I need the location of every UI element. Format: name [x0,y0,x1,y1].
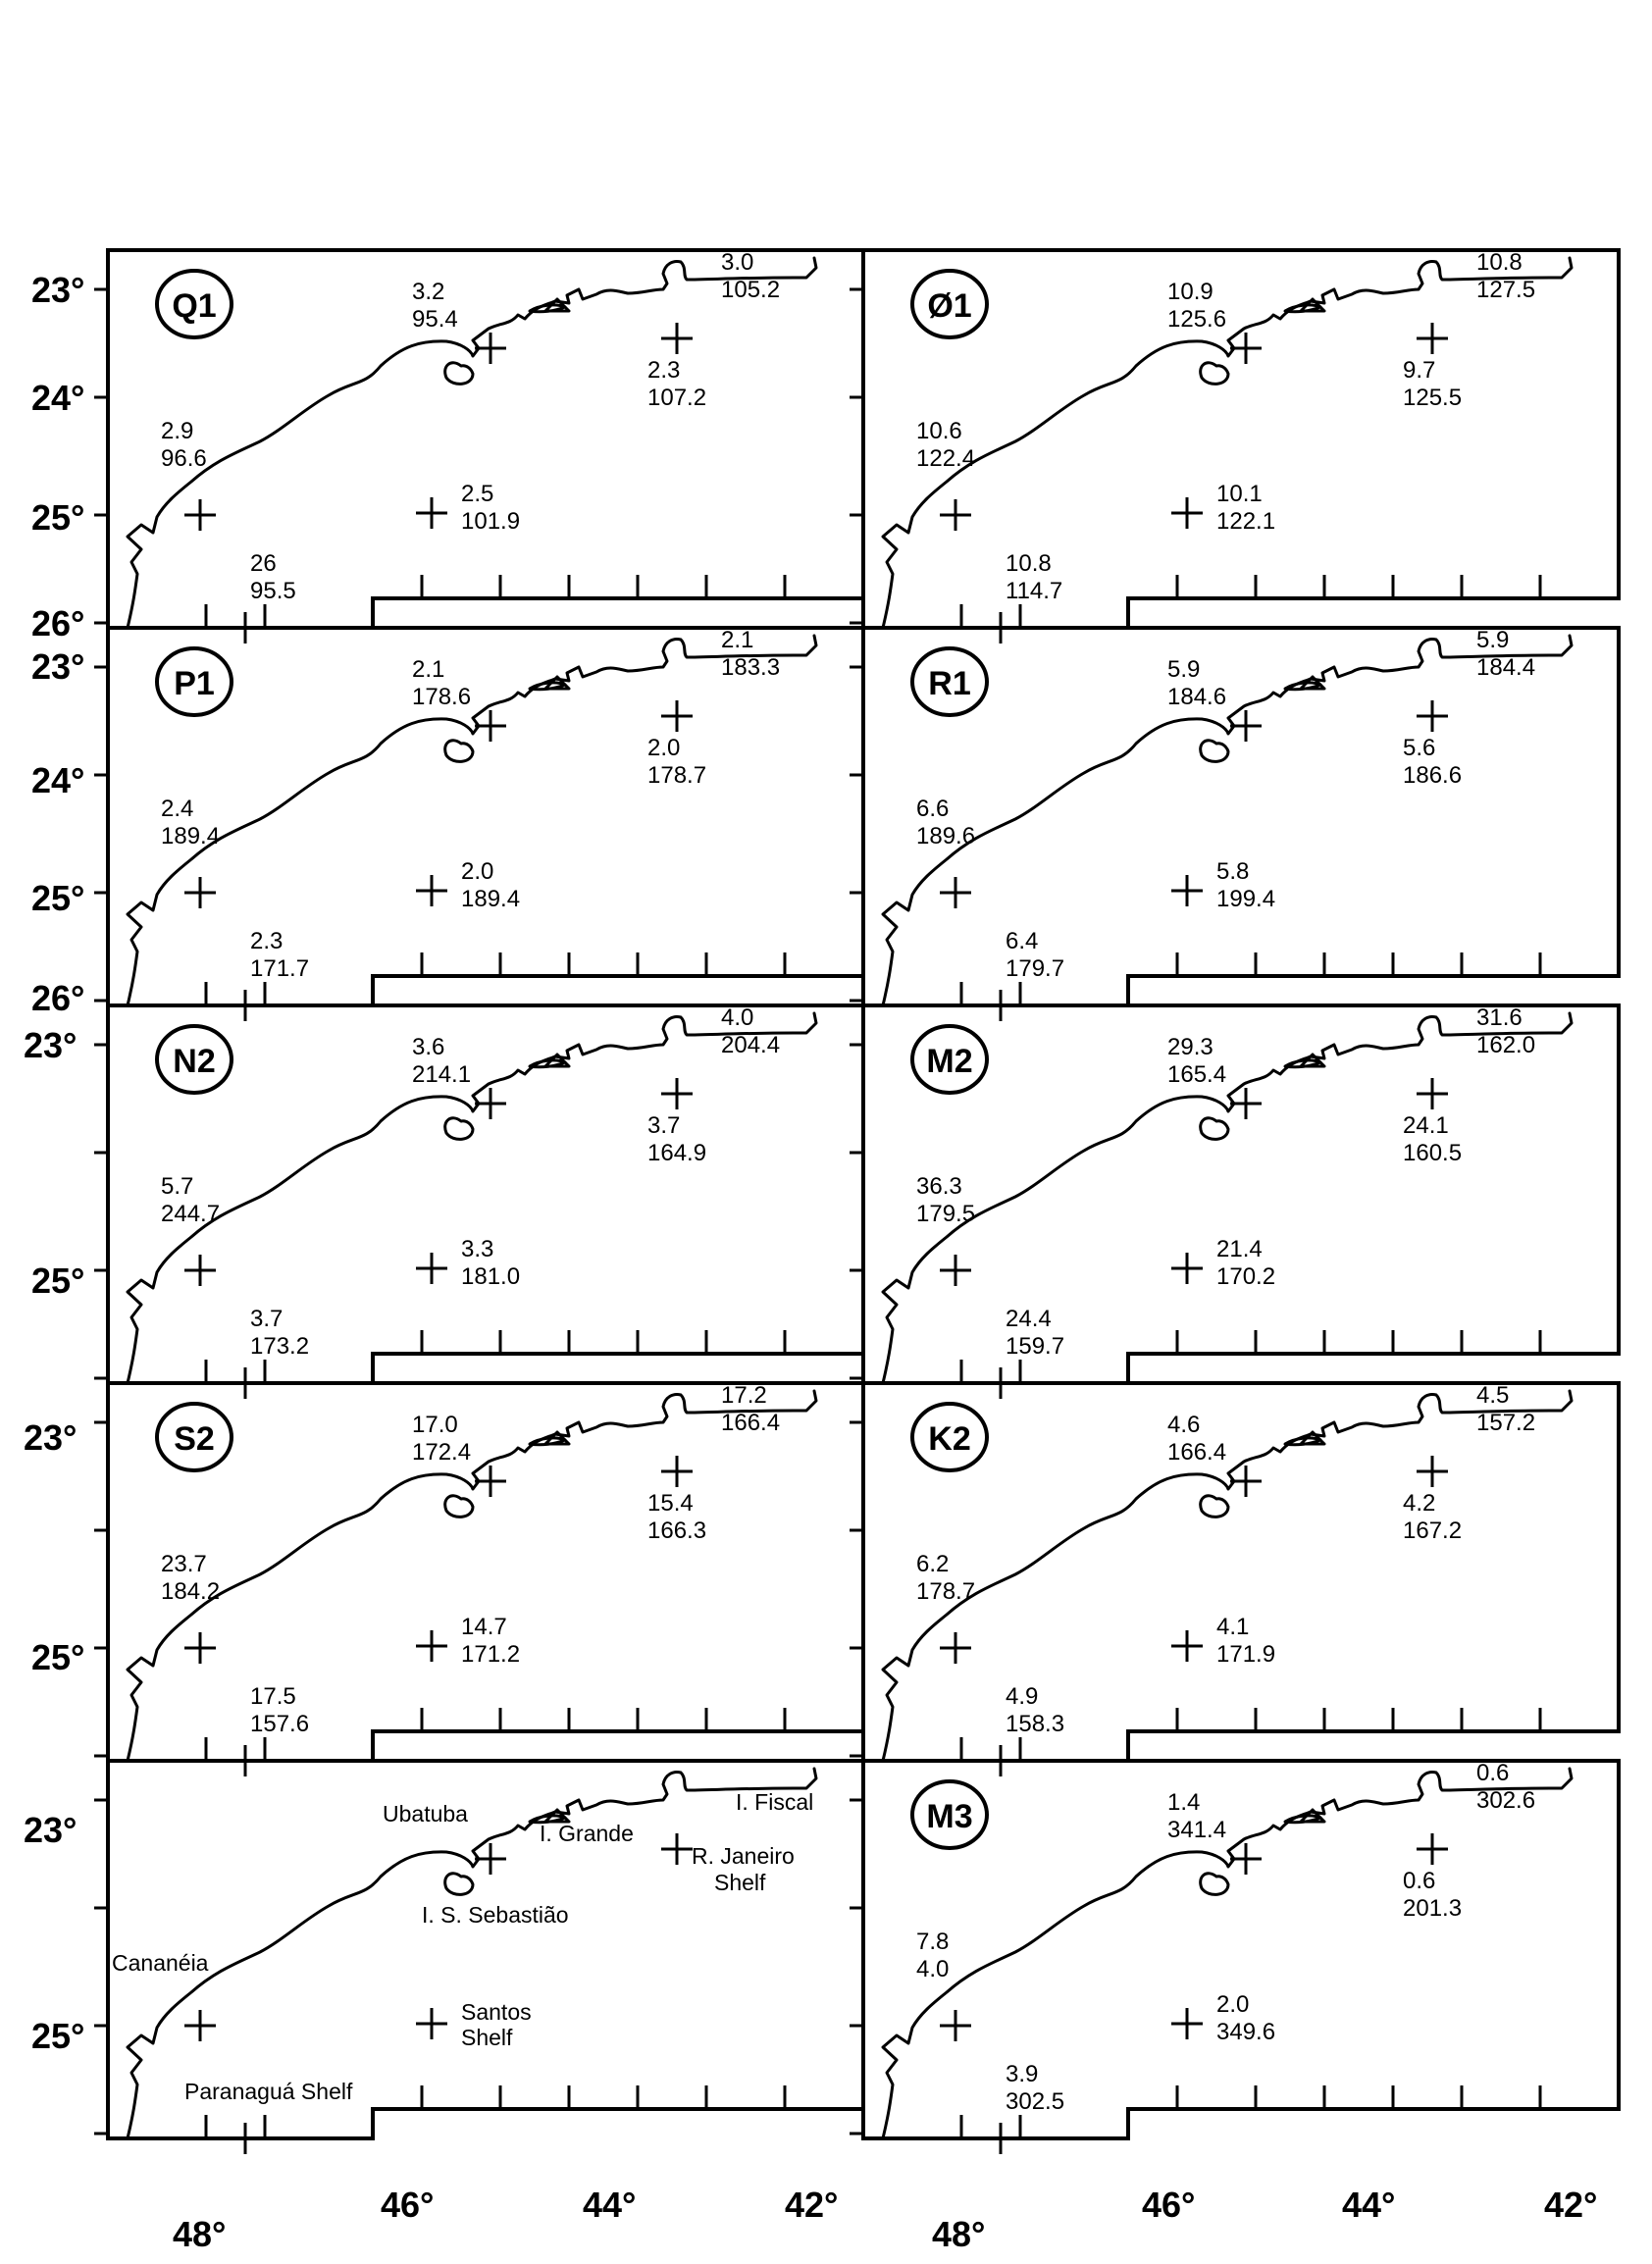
panel-Q1 [94,249,863,643]
cananeia-phase: 189.6 [916,823,976,849]
santos-phase: 199.4 [1216,886,1276,912]
fiscal-phase: 157.2 [1476,1410,1536,1436]
rio-amplitude: 5.6 [1403,735,1436,761]
panel-frame [108,628,863,1005]
santos-phase: 101.9 [461,508,521,535]
paranagua-phase: 173.2 [250,1333,310,1360]
paranagua-amplitude: 26 [250,550,277,577]
constituent-badge-label: R1 [928,665,971,702]
cananeia-amplitude: 5.7 [161,1173,194,1200]
santos-phase: 181.0 [461,1263,521,1290]
sao-sebastiao-island [1201,741,1228,762]
santos-phase: 171.2 [461,1641,521,1668]
constituent-badge-label: K2 [928,1420,971,1458]
fiscal-phase: 105.2 [721,277,781,303]
rio-amplitude: 0.6 [1403,1868,1436,1894]
panel-names [94,1761,863,2154]
santos-phase: 170.2 [1216,1263,1276,1290]
ubatuba-phase: 95.4 [412,306,458,333]
paranagua-phase: 114.7 [1006,578,1063,604]
sao-sebastiao-island [445,1118,473,1140]
constituent-badge-label: Q1 [172,287,217,325]
sao-sebastiao-island [1201,1118,1228,1140]
cananeia-phase: 96.6 [161,445,207,472]
rio-phase: 178.7 [647,762,707,789]
panel-O1 [850,249,1619,643]
place-ilha-fiscal: I. Fiscal [736,1789,814,1815]
fiscal-amplitude: 3.0 [721,249,754,276]
place-cananeia: Cananéia [112,1950,209,1976]
cananeia-amplitude: 6.6 [916,796,950,822]
cananeia-amplitude: 36.3 [916,1173,962,1200]
rio-phase: 166.3 [647,1518,707,1544]
constituent-badge-label: M2 [926,1043,973,1080]
santos-amplitude: 2.5 [461,481,494,507]
lat-24-label-row2: 24° [31,760,85,800]
lat-26-label-row2: 26° [31,978,85,1018]
panel-S2 [94,1382,863,1776]
fiscal-amplitude: 2.1 [721,627,754,653]
panel-M3 [850,1760,1619,2154]
panel-frame [863,628,1619,1005]
cananeia-phase: 122.4 [916,445,976,472]
rio-phase: 125.5 [1403,385,1463,411]
place-paranagua: Paranaguá Shelf [184,2079,353,2104]
rio-phase: 107.2 [647,385,707,411]
paranagua-phase: 95.5 [250,578,296,604]
cananeia-phase: 184.2 [161,1578,221,1605]
lat-25-label-row2: 25° [31,878,85,918]
sao-sebastiao-island [445,741,473,762]
lon-46-label-left: 46° [381,2185,435,2225]
ubatuba-phase: 166.4 [1167,1439,1227,1466]
rio-amplitude: 3.7 [647,1112,681,1139]
constituent-badge-label: M3 [926,1798,973,1835]
ubatuba-phase: 125.6 [1167,306,1227,333]
sao-sebastiao-island [1201,363,1228,385]
cananeia-amplitude: 23.7 [161,1551,207,1577]
panel-frame [863,1383,1619,1761]
ubatuba-amplitude: 3.2 [412,279,445,305]
paranagua-phase: 302.5 [1006,2088,1065,2115]
paranagua-phase: 158.3 [1006,1711,1065,1737]
paranagua-amplitude: 3.7 [250,1306,284,1332]
fiscal-phase: 166.4 [721,1410,781,1436]
panel-frame [108,250,863,628]
place-ubatuba: Ubatuba [383,1801,468,1827]
sao-sebastiao-island [445,1874,473,1895]
santos-amplitude: 3.3 [461,1236,494,1262]
ubatuba-amplitude: 10.9 [1167,279,1213,305]
ubatuba-amplitude: 1.4 [1167,1789,1201,1816]
rio-amplitude: 2.3 [647,357,681,384]
ubatuba-amplitude: 17.0 [412,1412,458,1438]
rio-phase: 201.3 [1403,1895,1463,1922]
panel-P1 [94,627,863,1021]
santos-amplitude: 14.7 [461,1614,507,1640]
paranagua-amplitude: 24.4 [1006,1306,1052,1332]
lat-25-label-row4: 25° [31,1637,85,1677]
lon-42-label-right: 42° [1544,2185,1598,2225]
constituent-badge-label: P1 [174,665,215,702]
rio-amplitude: 24.1 [1403,1112,1449,1139]
fiscal-phase: 184.4 [1476,654,1536,681]
constituent-badge-label: N2 [173,1043,216,1080]
lat-23-label-row1: 23° [31,270,85,310]
rio-amplitude: 9.7 [1403,357,1436,384]
sao-sebastiao-island [445,363,473,385]
cananeia-phase: 4.0 [916,1956,950,1982]
lat-23-label-row3: 23° [24,1025,77,1065]
lon-44-label-right: 44° [1342,2185,1396,2225]
place-santos-2: Shelf [461,2025,513,2050]
ubatuba-phase: 214.1 [412,1061,472,1088]
panel-frame [108,1005,863,1383]
sao-sebastiao-island [1201,1874,1228,1895]
lat-24-label-row1: 24° [31,378,85,418]
paranagua-phase: 171.7 [250,955,310,982]
panel-M2 [850,1004,1619,1399]
santos-phase: 171.9 [1216,1641,1276,1668]
panel-frame [863,250,1619,628]
fiscal-amplitude: 31.6 [1476,1004,1523,1031]
cananeia-amplitude: 6.2 [916,1551,950,1577]
cananeia-amplitude: 2.4 [161,796,194,822]
rio-amplitude: 15.4 [647,1490,694,1517]
ubatuba-phase: 172.4 [412,1439,472,1466]
fiscal-amplitude: 5.9 [1476,627,1510,653]
santos-amplitude: 5.8 [1216,858,1250,885]
sao-sebastiao-island [445,1496,473,1518]
rio-phase: 160.5 [1403,1140,1463,1166]
fiscal-amplitude: 4.0 [721,1004,754,1031]
place-rio-shelf-1: R. Janeiro [692,1843,795,1869]
santos-amplitude: 21.4 [1216,1236,1263,1262]
santos-phase: 122.1 [1216,508,1276,535]
paranagua-phase: 157.6 [250,1711,310,1737]
rio-phase: 186.6 [1403,762,1463,789]
place-santos-1: Santos [461,1999,532,2025]
ubatuba-phase: 178.6 [412,684,472,710]
santos-amplitude: 10.1 [1216,481,1263,507]
lat-25-label-row3: 25° [31,1261,85,1301]
lat-25-label-row1: 25° [31,497,85,538]
panel-frame [863,1005,1619,1383]
cananeia-phase: 244.7 [161,1201,221,1227]
fiscal-amplitude: 0.6 [1476,1760,1510,1786]
place-rio-shelf-2: Shelf [714,1870,766,1895]
paranagua-amplitude: 2.3 [250,928,284,954]
constituent-badge-label: Ø1 [927,287,972,325]
rio-amplitude: 4.2 [1403,1490,1436,1517]
fiscal-amplitude: 10.8 [1476,249,1523,276]
fiscal-phase: 302.6 [1476,1787,1536,1814]
lat-25-label-row5: 25° [31,2016,85,2056]
fiscal-amplitude: 4.5 [1476,1382,1510,1409]
longitude-labels [173,2185,1597,2254]
cananeia-amplitude: 2.9 [161,418,194,444]
paranagua-phase: 179.7 [1006,955,1065,982]
rio-phase: 167.2 [1403,1518,1463,1544]
cananeia-phase: 189.4 [161,823,221,849]
panel-N2 [94,1004,863,1399]
panels-layer [94,249,1619,2154]
panel-frame [108,1383,863,1761]
place-sao-sebastiao: I. S. Sebastião [422,1902,569,1928]
santos-amplitude: 4.1 [1216,1614,1250,1640]
ubatuba-phase: 184.6 [1167,684,1227,710]
santos-amplitude: 2.0 [1216,1991,1250,2018]
place-ilha-grande: I. Grande [540,1821,634,1846]
cananeia-phase: 178.7 [916,1578,976,1605]
fiscal-phase: 162.0 [1476,1032,1536,1058]
panel-K2 [850,1382,1619,1776]
lon-42-label-left: 42° [785,2185,839,2225]
santos-amplitude: 2.0 [461,858,494,885]
cananeia-amplitude: 7.8 [916,1929,950,1955]
ubatuba-phase: 341.4 [1167,1817,1227,1843]
lon-44-label-left: 44° [583,2185,637,2225]
lon-48-label-left: 48° [173,2214,227,2254]
fiscal-phase: 183.3 [721,654,781,681]
ubatuba-amplitude: 2.1 [412,656,445,683]
ubatuba-amplitude: 4.6 [1167,1412,1201,1438]
fiscal-amplitude: 17.2 [721,1382,767,1409]
constituent-badge-label: S2 [174,1420,215,1458]
lon-48-label-right: 48° [932,2214,986,2254]
santos-phase: 189.4 [461,886,521,912]
paranagua-amplitude: 6.4 [1006,928,1039,954]
paranagua-amplitude: 10.8 [1006,550,1052,577]
ubatuba-amplitude: 3.6 [412,1034,445,1060]
rio-phase: 164.9 [647,1140,707,1166]
latitude-labels [24,270,84,2056]
fiscal-phase: 127.5 [1476,277,1536,303]
paranagua-amplitude: 4.9 [1006,1683,1039,1710]
rio-amplitude: 2.0 [647,735,681,761]
santos-phase: 349.6 [1216,2019,1276,2045]
lat-23-label-row5: 23° [24,1810,77,1850]
lat-26-label-row1: 26° [31,603,85,643]
ubatuba-amplitude: 5.9 [1167,656,1201,683]
panel-frame [863,1761,1619,2138]
cananeia-amplitude: 10.6 [916,418,962,444]
ubatuba-phase: 165.4 [1167,1061,1227,1088]
lon-46-label-right: 46° [1142,2185,1196,2225]
paranagua-amplitude: 17.5 [250,1683,296,1710]
sao-sebastiao-island [1201,1496,1228,1518]
ubatuba-amplitude: 29.3 [1167,1034,1213,1060]
paranagua-amplitude: 3.9 [1006,2061,1039,2087]
cananeia-phase: 179.5 [916,1201,976,1227]
panel-R1 [850,627,1619,1021]
fiscal-phase: 204.4 [721,1032,781,1058]
lat-23-label-row4: 23° [24,1417,77,1458]
lat-23-label-row2: 23° [31,646,85,687]
paranagua-phase: 159.7 [1006,1333,1065,1360]
